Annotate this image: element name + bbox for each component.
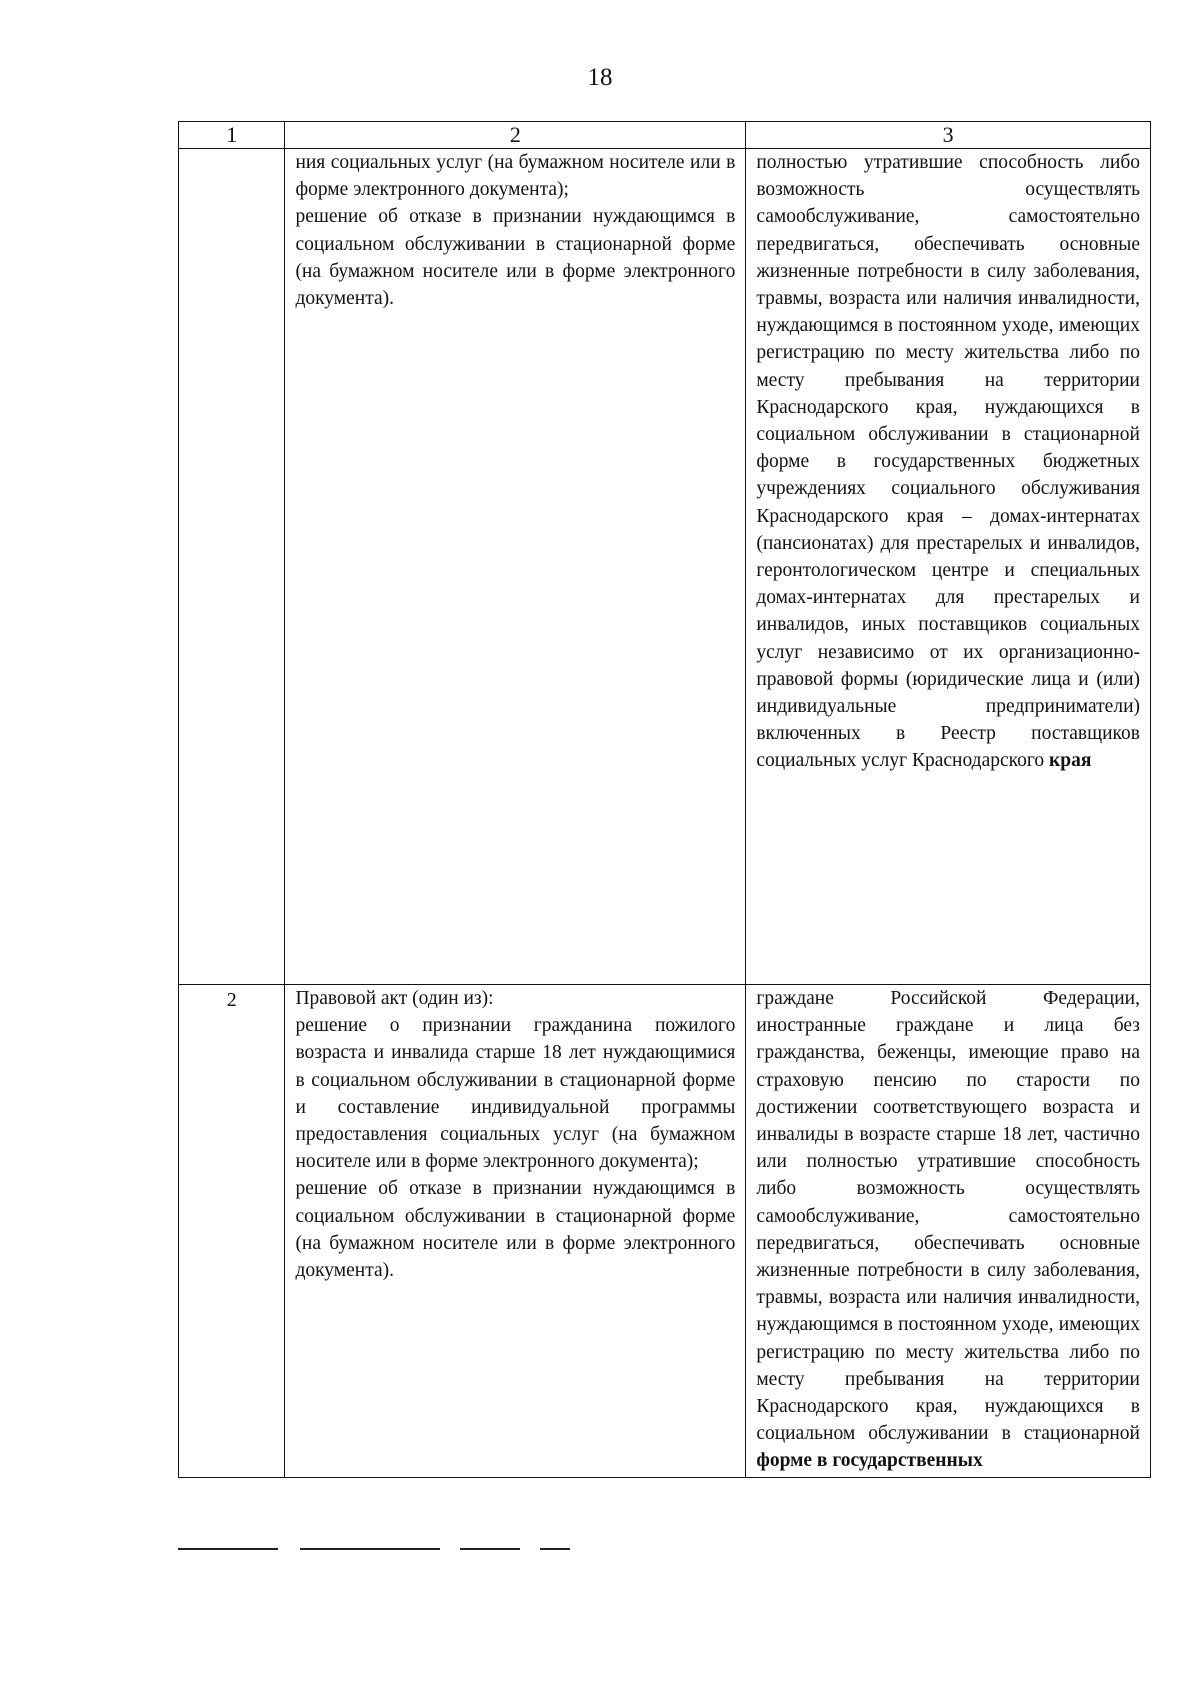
table-cut-line <box>178 1548 278 1550</box>
table-cut-line <box>540 1548 570 1550</box>
legal-act-paragraph: ния социальных услуг (на бумажном носителе или в форме электронного документа); <box>295 152 736 201</box>
legal-act-cell <box>285 149 746 985</box>
row-number <box>179 149 285 985</box>
table-cut-line <box>460 1548 520 1550</box>
row-number: 2 <box>179 985 285 1478</box>
column-header-1: 1 <box>179 122 285 149</box>
recipients-cell <box>746 985 1151 1478</box>
table-cut-line <box>300 1548 440 1550</box>
table-header-row <box>179 122 1151 149</box>
page-number: 18 <box>587 64 613 91</box>
recipients-text-bold: края <box>1049 750 1092 772</box>
table-row <box>179 149 1151 985</box>
column-header-2: 2 <box>285 122 746 149</box>
legal-act-cell <box>285 985 746 1478</box>
legal-act-paragraph: решение о признании гражданина пожилого возраста и инвалида старше 18 лет нуждающимися в социальном обслуживании в стационарной форме и составление индивидуальной программы предоставления социальных услуг (на бумажном носителе или в форме электронного документа); <box>295 1015 736 1173</box>
recipients-text-bold: форме в государственных <box>756 1450 983 1472</box>
legal-act-paragraph: Правовой акт (один из): <box>295 988 494 1009</box>
legal-act-paragraph: решение об отказе в признании нуждающимся в социальном обслуживании в стационарной форме (на бумажном носителе или в форме электронного документа). <box>295 1178 736 1282</box>
recipients-text: граждане Российской Федерации, иностранные граждане и лица без гражданства, беженцы, имеющие право на страховую пенсию по старости по достижении соответствующего возраста и инвалиды в возрасте старше 18 лет, частично или полностью утратившие способность либо возможность осуществлять самообслуживание, самостоятельно передвигаться, обеспечивать основные жизненные потребности в силу заболевания, травмы, возраста или наличия инвалидности, нуждающимся в постоянном уходе, имеющих регистрацию по месту жительства либо по месту пребывания на территории Краснодарского края, нуждающихся в социальном обслуживании в стационарной <box>756 988 1140 1445</box>
column-header-3: 3 <box>746 122 1151 149</box>
recipients-cell <box>746 149 1151 985</box>
table-row <box>179 985 1151 1478</box>
legal-act-paragraph: решение об отказе в признании нуждающимся в социальном обслуживании в стационарной форме (на бумажном носителе или в форме электронного документа). <box>295 206 736 310</box>
recipients-text: полностью утратившие способность либо возможность осуществлять самообслуживание, самостоятельно передвигаться, обеспечивать основные жизненные потребности в силу заболевания, травмы, возраста или наличия инвалидности, нуждающимся в постоянном уходе, имеющих регистрацию по месту жительства либо по месту пребывания на территории Краснодарского края, нуждающихся в социальном обслуживании в стационарной форме в государственных бюджетных учреждениях социального обслуживания Краснодарского края – домах-интернатах (пансионатах) для престарелых и инвалидов, геронтологическом центре и специальных домах-интернатах для престарелых и инвалидов, иных поставщиков социальных услуг независимо от их организационно-правовой формы (юридические лица и (или) индивидуальные предприниматели) включенных в Реестр поставщиков социальных услуг Краснодарского <box>756 152 1140 772</box>
document-table <box>178 121 1151 1478</box>
